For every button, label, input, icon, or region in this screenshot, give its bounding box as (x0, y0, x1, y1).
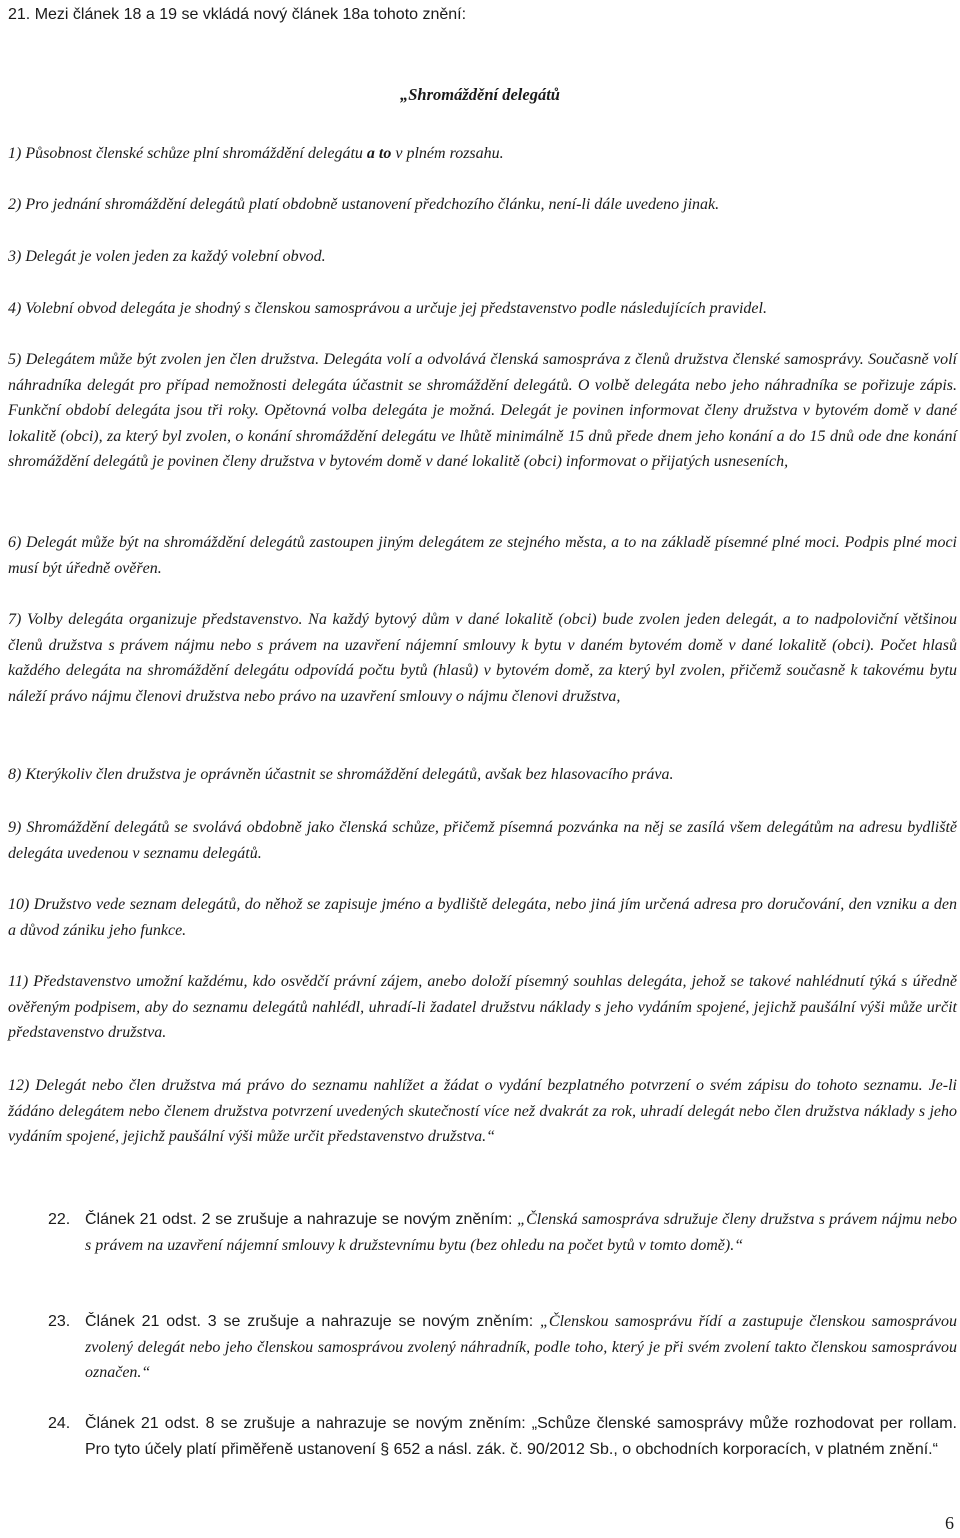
paragraph-3: 3) Delegát je volen jeden za každý volební obvod. (8, 248, 326, 265)
paragraph-12: 12) Delegát nebo člen družstva má právo do seznamu nahlížet a žádat o vydání bezplatného potvrzení o svém zápisu do tohoto seznamu. Je-li žádáno delegátem nebo členem družstva potvrzení uvedených skutečností více než dvakrát za rok, uhradí delegát nebo člen družstva náklady s jeho vydáním spojené, jejichž paušální výši může určit představenstvo družstva.“ (8, 1077, 957, 1145)
item-24-text: Článek 21 odst. 8 se zrušuje a nahrazuje se novým zněním: „Schůze členské samosprávy může rozhodovat per rollam. Pro tyto účely platí přiměřeně ustanovení § 652 a násl. zák. č. 90/2012 Sb., o obchodních korporacích, v platném znění.“ (85, 1415, 957, 1458)
paragraph-10: 10) Družstvo vede seznam delegátů, do něhož se zapisuje jméno a bydliště delegáta, nebo jiná jím určená adresa pro doručování, den vzniku a den a důvod zániku jeho funkce. (8, 896, 957, 939)
paragraph-6: 6) Delegát může být na shromáždění delegátů zastoupen jiným delegátem ze stejného města, a to na základě písemné plné moci. Podpis plné moci musí být úředně ověřen. (8, 534, 957, 577)
paragraph-7: 7) Volby delegáta organizuje představenstvo. Na každý bytový dům v dané lokalitě (obci) bude zvolen jeden delegát, a to nadpoloviční většinou členů družstva s právem nájmu nebo s právem na uzavření nájemní smlouvy k bytu v daném bytovém domě v dané lokalitě (obci). Počet hlasů každého delegáta na shromáždění delegátu odpovídá počtu bytů (hlasů) v bytovém domě, za který byl zvolen, přičemž současně k takovému bytu náleží právo nájmu členovi družstva nebo právo na uzavření smlouvy o nájmu členovi družstva, (8, 611, 957, 705)
paragraph-2: 2) Pro jednání shromáždění delegátů platí obdobně ustanovení předchozího článku, není-li dále uvedeno jinak. (8, 196, 720, 213)
paragraph-1-text-a: 1) Působnost členské schůze plní shromáždění delegátu (8, 145, 367, 162)
paragraph-8: 8) Kterýkoliv člen družstva je oprávněn účastnit se shromáždění delegátů, avšak bez hlasovacího práva. (8, 766, 674, 783)
paragraph-1 (8, 141, 957, 167)
item-23-text (85, 1309, 957, 1386)
paragraph-11: 11) Představenstvo umožní každému, kdo osvědčí právní zájem, anebo doloží písemný souhlas delegáta, jehož se takové nahlédnutí týká s úředně ověřeným podpisem, aby do seznamu delegátů nahlédl, uhradí-li žadatel družstvu náklady s jeho vydáním spojené, jejichž paušální výši může určit představenstvo družstva. (8, 973, 957, 1041)
item-22-number: 22. (48, 1211, 71, 1228)
paragraph-5: 5) Delegátem může být zvolen jen člen družstva. Delegáta volí a odvolává členská samospráva z členů družstva členské samosprávy. Současně volí náhradníka delegát pro případ nemožnosti delegáta účastnit se shromáždění delegátů. O volbě delegáta nebo jeho náhradníka se pořizuje zápis. Funkční období delegáta jsou tři roky. Opětovná volba delegáta je možná. Delegát je povinen informovat členy družstva v bytovém domě v dané lokalitě (obci), za který byl zvolen, o konání shromáždění delegátu ve lhůtě minimálně 15 dnů přede dnem jeho konání a do 15 dnů ode dne konání shromáždění delegátů je povinen členy družstva v bytovém domě v dané lokalitě (obci) informovat o přijatých usneseních, (8, 351, 957, 470)
item-23-quote: „Členskou samosprávu řídí a zastupuje členskou samosprávou zvolený delegát nebo jeho členskou samosprávou zvolený náhradník, podle toho, který je při svém zvolení takto členskou samosprávou označen.“ (85, 1313, 958, 1381)
paragraph-9: 9) Shromáždění delegátů se svolává obdobně jako členská schůze, přičemž písemná pozvánka na něj se zasílá všem delegátům na adresu bydliště delegáta uvedenou v seznamu delegátů. (8, 819, 957, 862)
item-21-heading: 21. Mezi článek 18 a 19 se vkládá nový článek 18a tohoto znění: (8, 6, 467, 23)
page-number: 6 (945, 1513, 954, 1533)
paragraph-4: 4) Volební obvod delegáta je shodný s členskou samosprávou a určuje jej představenstvo podle následujících pravidel. (8, 300, 767, 317)
item-23-number: 23. (48, 1313, 71, 1330)
item-24-number: 24. (48, 1415, 71, 1432)
paragraph-1-bold: a to (366, 145, 392, 162)
item-22-lead: Článek 21 odst. 2 se zrušuje a nahrazuje se novým zněním: (85, 1211, 518, 1228)
item-23-lead: Článek 21 odst. 3 se zrušuje a nahrazuje se novým zněním: (85, 1313, 540, 1330)
item-22-quote: „Členská samospráva sdružuje členy družstva s právem nájmu nebo s právem na uzavření nájemní smlouvy k družstevnímu bytu (bez ohledu na počet bytů v tomto domě).“ (85, 1211, 958, 1254)
paragraph-1-text-c: v plném rozsahu. (391, 145, 504, 162)
item-22-text (85, 1207, 957, 1258)
section-title: „Shromáždění delegátů (400, 85, 560, 104)
